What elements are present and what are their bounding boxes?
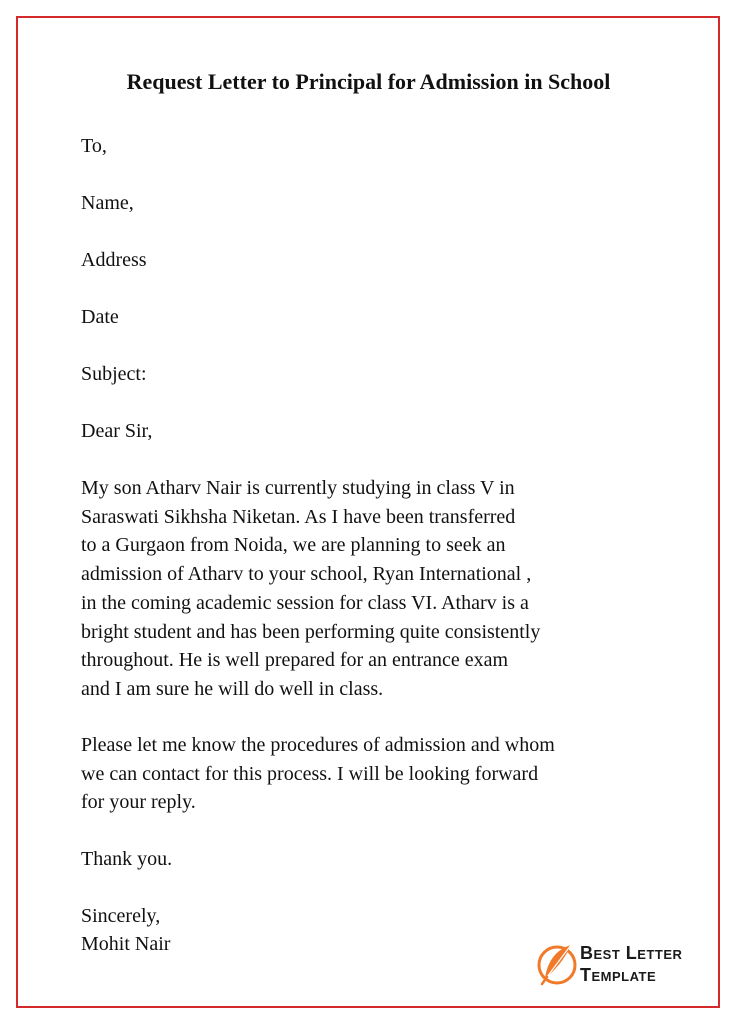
letter-subject: Subject: — [81, 363, 147, 385]
body-paragraph-1 — [81, 474, 540, 704]
body-line: to a Gurgaon from Noida, we are planning to seek an — [81, 534, 506, 557]
logo-line-2: Template — [580, 965, 657, 985]
recipient-name: Name, — [81, 192, 134, 214]
body-line: My son Atharv Nair is currently studying in class V in — [81, 477, 515, 499]
letter-title: Request Letter to Principal for Admission in School — [126, 69, 611, 94]
best-letter-template-logo — [537, 938, 697, 990]
body-line: Please let me know the procedures of admission and whom — [81, 734, 555, 756]
thanks-line: Thank you. — [81, 848, 173, 870]
closing: Sincerely, — [81, 905, 161, 927]
recipient-address: Address — [81, 249, 147, 271]
salutation: Dear Sir, — [81, 420, 153, 442]
body-line: Saraswati Sikhsha Niketan. As I have been transferred — [81, 505, 516, 528]
body-line: throughout. He is well prepared for an entrance exam — [81, 649, 509, 672]
body-line: bright student and has been performing quite consistently — [81, 620, 541, 643]
body-line: we can contact for this process. I will be looking forward — [81, 762, 539, 785]
body-line: admission of Atharv to your school, Ryan International , — [81, 563, 532, 586]
recipient-to: To, — [81, 135, 107, 157]
signature-name: Mohit Nair — [81, 933, 171, 955]
logo-wordmark — [580, 942, 682, 986]
feather-pen-icon — [537, 941, 579, 987]
logo-line-1: Best Letter — [580, 943, 683, 963]
letter-date: Date — [81, 306, 119, 328]
body-line: and I am sure he will do well in class. — [81, 677, 384, 700]
body-line: for your reply. — [81, 791, 196, 814]
body-line: in the coming academic session for class VI. Atharv is a — [81, 591, 529, 614]
body-paragraph-2 — [81, 731, 555, 817]
